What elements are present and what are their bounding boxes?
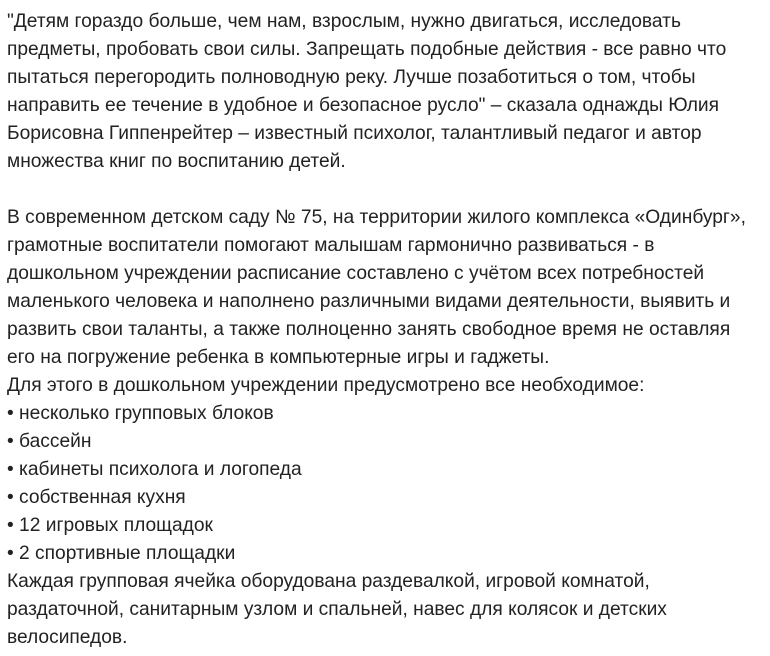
list-item: • бассейн <box>7 431 92 452</box>
text-line: грамотные воспитатели помогают малышам гармонично развиваться - в <box>7 235 655 256</box>
text-line: пытаться перегородить полноводную реку. Лучше позаботиться о том, чтобы <box>7 67 696 88</box>
text-line: "Детям гораздо больше, чем нам, взрослым, нужно двигаться, исследовать <box>7 11 681 32</box>
list-item: • кабинеты психолога и логопеда <box>7 459 302 480</box>
text-line: множества книг по воспитанию детей. <box>7 151 346 172</box>
list-item: • собственная кухня <box>7 487 186 508</box>
text-line: направить ее течение в удобное и безопасное русло" – сказала однажды Юлия <box>7 95 720 116</box>
text-line: В современном детском саду № 75, на территории жилого комплекса «Одинбург», <box>7 207 746 228</box>
text-line: развить свои таланты, а также полноценно занять свободное время не оставляя <box>7 319 731 340</box>
text-line: Каждая групповая ячейка оборудована раздевалкой, игровой комнатой, <box>7 571 650 592</box>
text-line: его на погружение ребенка в компьютерные игры и гаджеты. <box>7 347 550 368</box>
paragraph-spacer <box>7 176 770 204</box>
text-line: Борисовна Гиппенрейтер – известный психолог, талантливый педагог и автор <box>7 123 702 144</box>
group-cell-paragraph <box>7 568 770 652</box>
text-line: предметы, пробовать свои силы. Запрещать подобные действия - все равно что <box>7 39 727 60</box>
facilities-intro: Для этого в дошкольном учреждении предусмотрено все необходимое: <box>7 375 645 396</box>
text-line: раздаточной, санитарным узлом и спальней, навес для колясок и детских <box>7 599 667 620</box>
quote-paragraph <box>7 8 770 176</box>
text-line: дошкольном учреждении расписание составлено с учётом всех потребностей <box>7 263 705 284</box>
text-line: маленького человека и наполнено различными видами деятельности, выявить и <box>7 291 731 312</box>
kindergarten-paragraph <box>7 204 770 372</box>
text-line: велосипедов. <box>7 627 128 648</box>
list-item: • 2 спортивные площадки <box>7 543 236 564</box>
list-item: • 12 игровых площадок <box>7 515 213 536</box>
list-item: • несколько групповых блоков <box>7 403 274 424</box>
facilities-list <box>7 400 770 568</box>
